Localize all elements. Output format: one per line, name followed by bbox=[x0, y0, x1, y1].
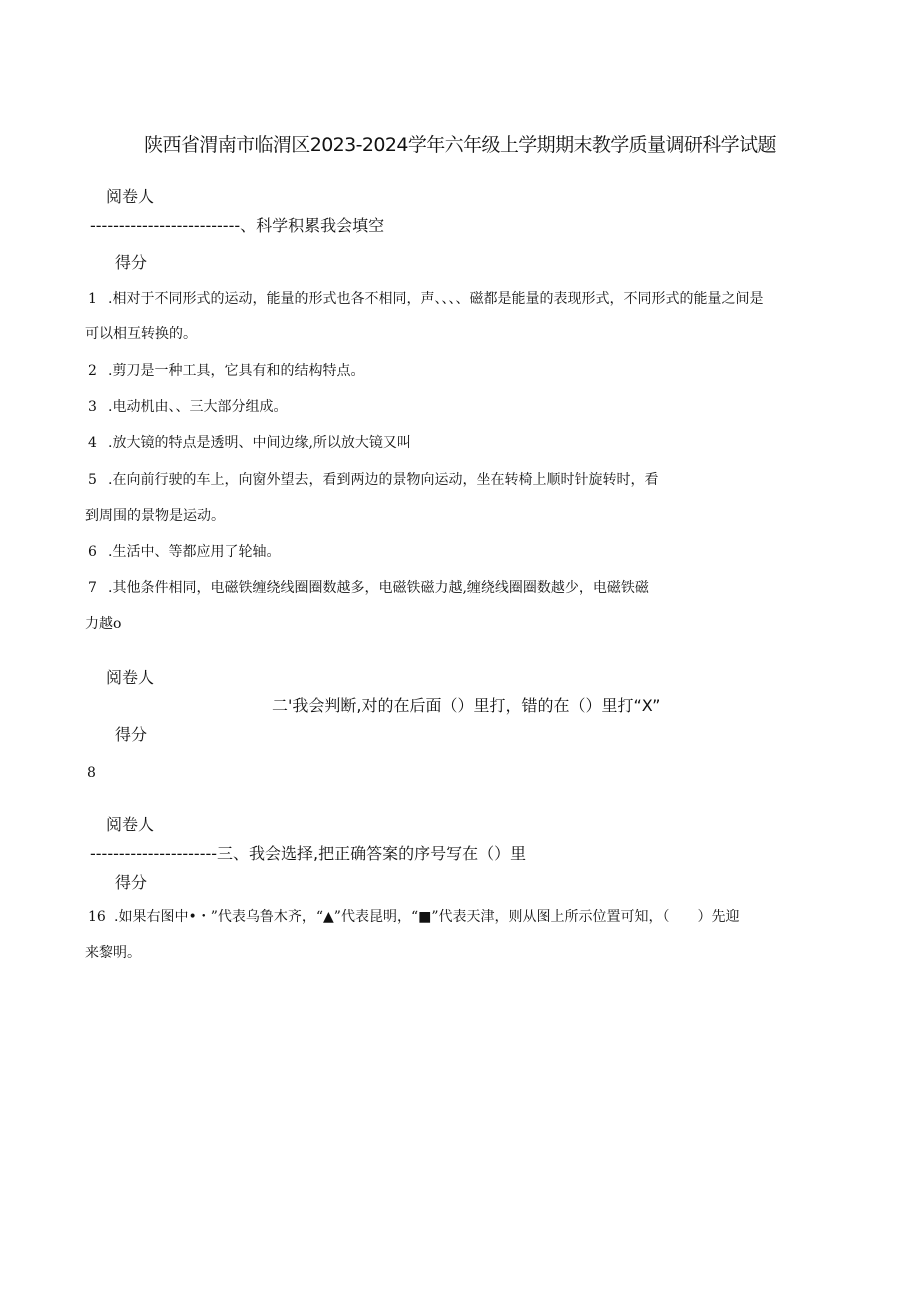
question-number: 4 bbox=[88, 435, 97, 451]
reviewer-label-3: 阅卷人 bbox=[106, 815, 155, 834]
question-text: .如果右图中•・”代表乌鲁木齐，“▲”代表昆明，“■”代表天津，则从图上所示位置可知，（ ）先迎 bbox=[114, 909, 740, 925]
question-number: 16 bbox=[88, 909, 106, 925]
question-2 bbox=[88, 361, 364, 381]
section-3-heading: ----------------------三、我会选择,把正确答案的序号写在（）里 bbox=[90, 844, 527, 863]
question-7 bbox=[88, 578, 649, 598]
reviewer-label-2: 阅卷人 bbox=[106, 668, 155, 687]
score-label-1: 得分 bbox=[115, 253, 148, 272]
question-7-continued: 力越o bbox=[85, 616, 122, 632]
question-text: .生活中、等都应用了轮轴。 bbox=[108, 544, 281, 560]
question-5-continued: 到周围的景物是运动。 bbox=[85, 508, 225, 524]
question-3 bbox=[88, 397, 287, 417]
question-number: 1 bbox=[88, 291, 97, 307]
question-number: 3 bbox=[88, 399, 97, 415]
question-number: 2 bbox=[88, 363, 97, 379]
question-number: 7 bbox=[88, 580, 97, 596]
document-title: 陕西省渭南市临渭区2023-2024学年六年级上学期期末教学质量调研科学试题 bbox=[144, 134, 776, 156]
question-number: 5 bbox=[88, 472, 97, 488]
question-4 bbox=[88, 433, 411, 453]
question-1 bbox=[88, 289, 763, 309]
score-label-2: 得分 bbox=[115, 725, 148, 744]
question-text: .相对于不同形式的运动，能量的形式也各不相同，声、、、、磁都是能量的表现形式，不同形式的能量之间是 bbox=[108, 291, 764, 307]
section-1-heading: --------------------------、科学积累我会填空 bbox=[90, 216, 385, 235]
question-16-continued: 来黎明。 bbox=[85, 945, 141, 961]
question-1-continued: 可以相互转换的。 bbox=[85, 326, 197, 342]
reviewer-label-1: 阅卷人 bbox=[106, 187, 155, 206]
question-5 bbox=[88, 470, 658, 490]
question-16 bbox=[88, 907, 740, 927]
question-8-number: 8 bbox=[87, 765, 96, 781]
question-text: .放大镜的特点是透明、中间边缘,所以放大镜又叫 bbox=[108, 435, 411, 451]
question-text: .其他条件相同，电磁铁缠绕线圈圈数越多，电磁铁磁力越,缠绕线圈圈数越少，电磁铁磁 bbox=[108, 580, 649, 596]
score-label-3: 得分 bbox=[115, 873, 148, 892]
question-6 bbox=[88, 542, 280, 562]
question-number: 6 bbox=[88, 544, 97, 560]
question-text: .电动机由、、三大部分组成。 bbox=[108, 399, 288, 415]
question-text: .在向前行驶的车上，向窗外望去，看到两边的景物向运动，坐在转椅上顺时针旋转时，看 bbox=[108, 472, 659, 488]
section-2-heading: 二'我会判断,对的在后面（）里打，错的在（）里打“X” bbox=[272, 696, 661, 715]
question-text: .剪刀是一种工具，它具有和的结构特点。 bbox=[108, 363, 365, 379]
